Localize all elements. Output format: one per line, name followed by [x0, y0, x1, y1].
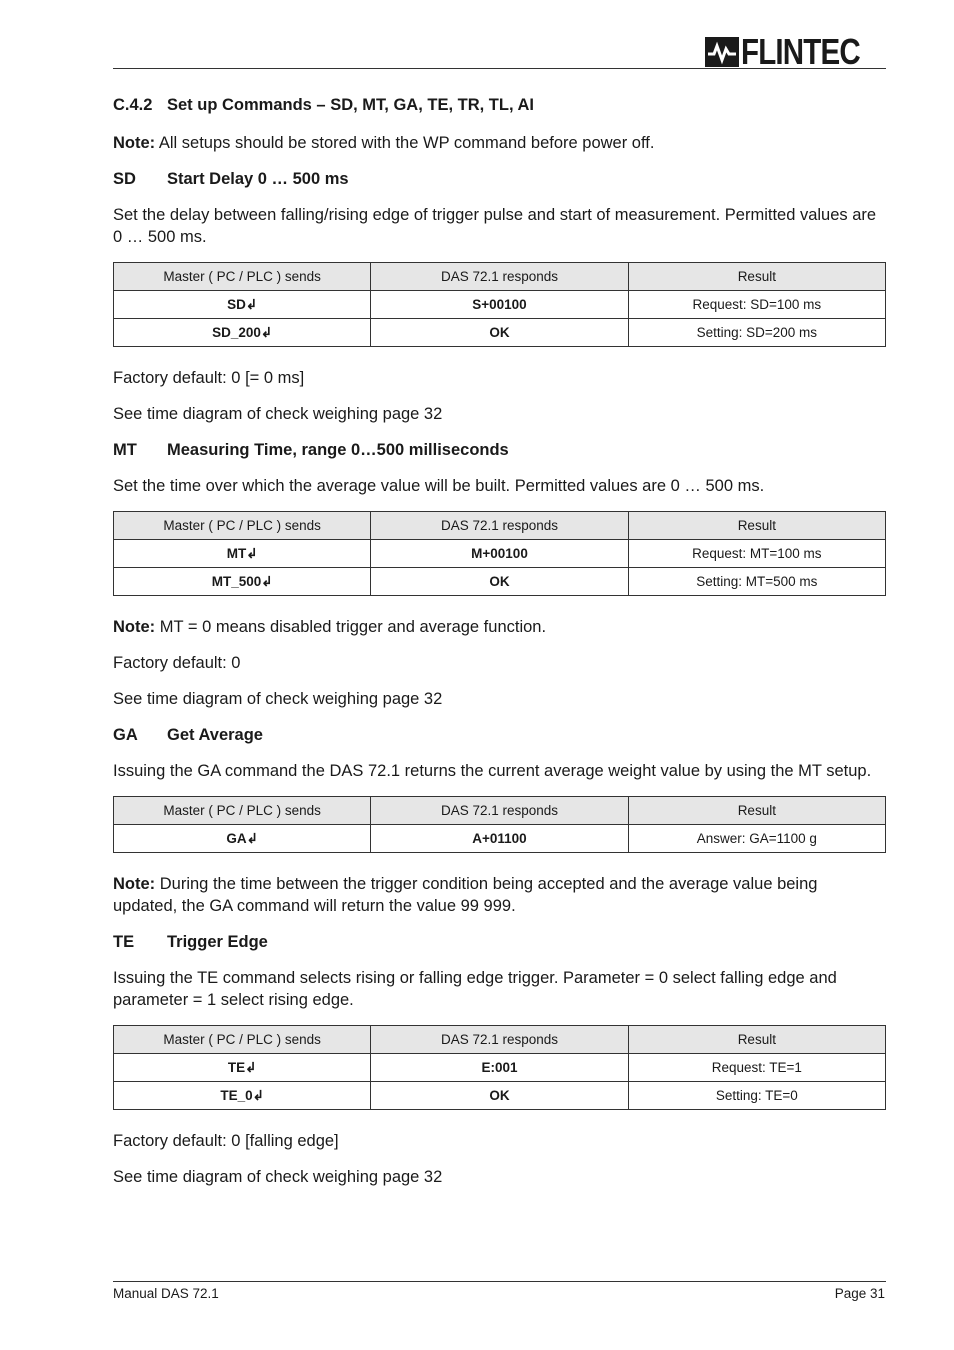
table-row [114, 1054, 886, 1082]
header-responds: DAS 72.1 responds [371, 797, 628, 825]
cell-send: TE↲ [114, 1054, 371, 1082]
sd-see-also: See time diagram of check weighing page 32 [113, 405, 443, 423]
te-heading [113, 931, 886, 953]
cell-send: TE_0↲ [114, 1082, 371, 1110]
note-text: MT = 0 means disabled trigger and average function. [155, 618, 547, 636]
cell-send: GA↲ [114, 825, 371, 853]
cell-send: SD↲ [114, 291, 371, 319]
table-header-row [114, 263, 886, 291]
footer-divider [113, 1281, 886, 1282]
sd-title: Start Delay 0 … 500 ms [167, 170, 349, 188]
cell-response: S+00100 [371, 291, 628, 319]
ga-command-table [113, 796, 886, 853]
mt-factory-default: Factory default: 0 [113, 654, 241, 672]
mt-command-table [113, 511, 886, 596]
mt-code: MT [113, 441, 137, 459]
ga-description: Issuing the GA command the DAS 72.1 returns the current average weight value by using the MT setup. [113, 762, 872, 780]
note-label: Note: [113, 875, 156, 893]
table-row [114, 540, 886, 568]
te-factory-default: Factory default: 0 [falling edge] [113, 1132, 339, 1150]
cell-response: OK [371, 319, 628, 347]
header-result: Result [628, 512, 885, 540]
table-row [114, 1082, 886, 1110]
cell-response: OK [371, 1082, 628, 1110]
logo-wordmark: FLINTEC [741, 31, 860, 72]
te-code: TE [113, 933, 135, 951]
waveform-logo-icon [705, 37, 739, 67]
note-paragraph [113, 132, 886, 154]
main-content [113, 94, 886, 1202]
cell-response: OK [371, 568, 628, 596]
ga-code: GA [113, 726, 138, 744]
sd-factory-default: Factory default: 0 [= 0 ms] [113, 369, 305, 387]
header-master: Master ( PC / PLC ) sends [114, 797, 371, 825]
table-header-row [114, 797, 886, 825]
sd-description: Set the delay between falling/rising edge of trigger pulse and start of measurement. Permitted values are 0 … 500 ms. [113, 206, 877, 246]
cell-send: SD_200↲ [114, 319, 371, 347]
sd-code: SD [113, 170, 136, 188]
mt-description: Set the time over which the average value will be built. Permitted values are 0 … 500 ms. [113, 477, 765, 495]
header-master: Master ( PC / PLC ) sends [114, 263, 371, 291]
header-result: Result [628, 797, 885, 825]
mt-note [113, 616, 886, 638]
te-command-table [113, 1025, 886, 1110]
mt-heading [113, 439, 886, 461]
header-responds: DAS 72.1 responds [371, 1026, 628, 1054]
table-row [114, 825, 886, 853]
footer-manual-title: Manual DAS 72.1 [113, 1286, 219, 1301]
table-row [114, 291, 886, 319]
cell-result: Request: SD=100 ms [628, 291, 885, 319]
te-title: Trigger Edge [167, 933, 268, 951]
note-label: Note: [113, 618, 156, 636]
note-text: During the time between the trigger condition being accepted and the average value being updated, the GA command will return the value 99 999. [113, 875, 818, 915]
cell-result: Answer: GA=1100 g [628, 825, 885, 853]
cell-send: MT_500↲ [114, 568, 371, 596]
note-label: Note: [113, 134, 156, 152]
header-master: Master ( PC / PLC ) sends [114, 512, 371, 540]
header-responds: DAS 72.1 responds [371, 512, 628, 540]
te-description: Issuing the TE command selects rising or falling edge trigger. Parameter = 0 select falling edge and parameter = 1 select rising edge. [113, 969, 837, 1009]
sd-heading [113, 168, 886, 190]
table-row [114, 568, 886, 596]
mt-see-also: See time diagram of check weighing page 32 [113, 690, 443, 708]
header-divider [113, 68, 886, 69]
cell-response: A+01100 [371, 825, 628, 853]
ga-title: Get Average [167, 726, 263, 744]
te-see-also: See time diagram of check weighing page 32 [113, 1168, 443, 1186]
ga-note [113, 873, 886, 917]
header-result: Result [628, 1026, 885, 1054]
table-header-row [114, 1026, 886, 1054]
table-row [114, 319, 886, 347]
footer-page-number: Page 31 [834, 1286, 885, 1301]
header-responds: DAS 72.1 responds [371, 263, 628, 291]
flintec-logo [705, 32, 886, 72]
section-title: Set up Commands – SD, MT, GA, TE, TR, TL, AI [167, 96, 534, 114]
cell-result: Setting: SD=200 ms [628, 319, 885, 347]
header-master: Master ( PC / PLC ) sends [114, 1026, 371, 1054]
cell-response: E:001 [371, 1054, 628, 1082]
cell-result: Setting: MT=500 ms [628, 568, 885, 596]
cell-response: M+00100 [371, 540, 628, 568]
mt-title: Measuring Time, range 0…500 milliseconds [167, 441, 509, 459]
ga-heading [113, 724, 886, 746]
sd-command-table [113, 262, 886, 347]
header-result: Result [628, 263, 885, 291]
table-header-row [114, 512, 886, 540]
cell-result: Setting: TE=0 [628, 1082, 885, 1110]
section-number: C.4.2 [113, 96, 153, 114]
section-heading [113, 94, 886, 116]
cell-result: Request: MT=100 ms [628, 540, 885, 568]
cell-result: Request: TE=1 [628, 1054, 885, 1082]
cell-send: MT↲ [114, 540, 371, 568]
note-text: All setups should be stored with the WP command before power off. [155, 134, 655, 152]
